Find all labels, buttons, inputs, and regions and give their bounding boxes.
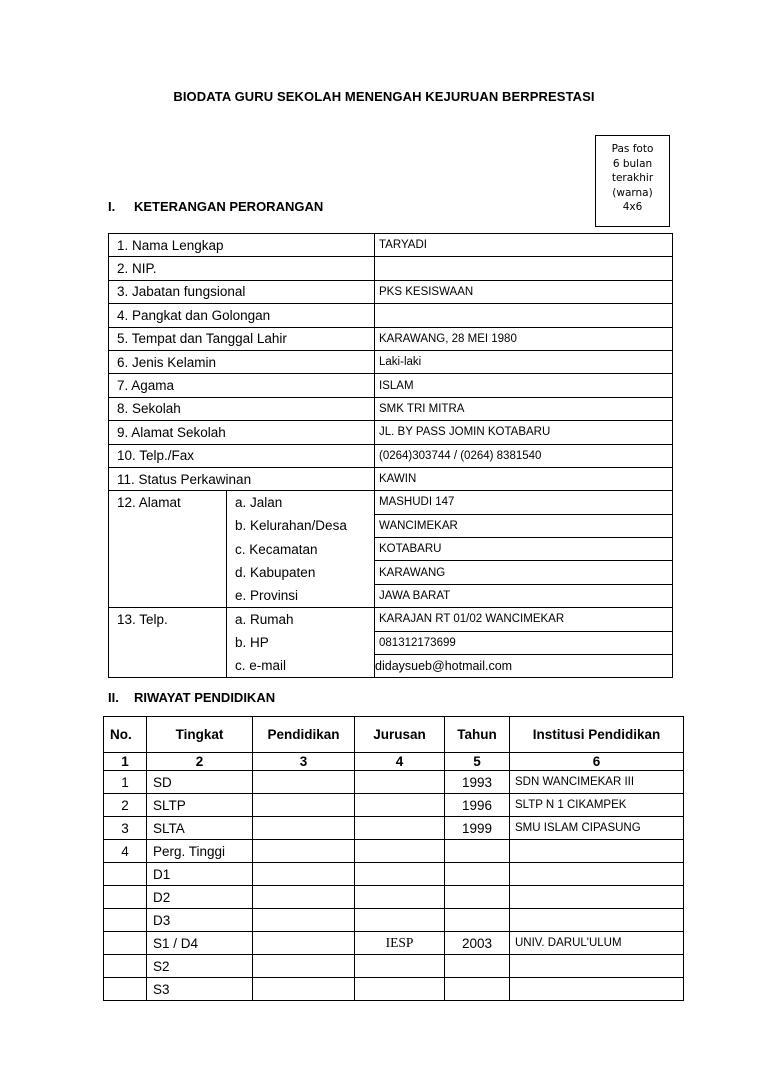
column-header: Tahun (445, 717, 510, 753)
column-number: 3 (253, 753, 355, 771)
edu-tahun-cell (445, 978, 510, 1001)
table-row (109, 584, 673, 607)
table-row (109, 257, 673, 280)
section-title: KETERANGAN PERORANGAN (134, 199, 324, 214)
edu-institusi-cell: SMU ISLAM CIPASUNG (510, 817, 684, 840)
edu-tingkat-cell: D2 (147, 886, 253, 909)
education-rows (104, 771, 684, 1001)
edu-tingkat-cell: SLTA (147, 817, 253, 840)
section-number: I. (108, 199, 116, 214)
edu-no-cell: 4 (104, 840, 147, 863)
field-value: KARAWANG, 28 MEI 1980 (375, 327, 673, 350)
field-label: 13. Telp. (109, 608, 227, 631)
field-label: 12. Alamat (109, 491, 227, 514)
edu-jurusan-cell (355, 817, 445, 840)
table-row (104, 863, 684, 886)
column-number: 1 (104, 753, 147, 771)
edu-institusi-cell: SDN WANCIMEKAR III (510, 771, 684, 794)
edu-pendidikan-cell (253, 817, 355, 840)
column-header: Institusi Pendidikan (510, 717, 684, 753)
table-row (104, 978, 684, 1001)
empty-cell (109, 514, 227, 537)
edu-no-cell (104, 978, 147, 1001)
edu-institusi-cell: SLTP N 1 CIKAMPEK (510, 794, 684, 817)
edu-tingkat-cell: SD (147, 771, 253, 794)
edu-jurusan-cell (355, 863, 445, 886)
edu-jurusan-cell (355, 771, 445, 794)
edu-tahun-cell: 1999 (445, 817, 510, 840)
table-row (109, 655, 673, 678)
photo-placeholder-box (595, 135, 670, 227)
field-value: Laki-laki (375, 350, 673, 373)
edu-jurusan-cell (355, 909, 445, 932)
field-label: 3. Jabatan fungsional (109, 280, 375, 303)
photo-line: terakhir (611, 172, 654, 184)
table-row (109, 304, 673, 327)
edu-pendidikan-cell (253, 863, 355, 886)
edu-institusi-cell (510, 909, 684, 932)
empty-cell (109, 631, 227, 654)
field-value: JL. BY PASS JOMIN KOTABARU (375, 421, 673, 444)
edu-institusi-cell: UNIV. DARUL'ULUM (510, 932, 684, 955)
table-row (104, 840, 684, 863)
edu-institusi-cell (510, 863, 684, 886)
field-label: 10. Telp./Fax (109, 444, 375, 467)
field-sublabel: b. HP (227, 631, 375, 654)
field-label: 5. Tempat dan Tanggal Lahir (109, 327, 375, 350)
field-sublabel: a. Rumah (227, 608, 375, 631)
table-row (109, 514, 673, 537)
edu-no-cell: 2 (104, 794, 147, 817)
edu-institusi-cell (510, 978, 684, 1001)
edu-tahun-cell: 1993 (445, 771, 510, 794)
edu-pendidikan-cell (253, 909, 355, 932)
section-title: RIWAYAT PENDIDIKAN (134, 690, 276, 705)
table-row (109, 327, 673, 350)
table-row (109, 444, 673, 467)
edu-institusi-cell (510, 840, 684, 863)
edu-tahun-cell (445, 955, 510, 978)
column-header: Tingkat (147, 717, 253, 753)
field-value: JAWA BARAT (375, 584, 673, 607)
edu-tahun-cell (445, 886, 510, 909)
photo-line: 6 bulan (612, 157, 653, 170)
field-label: 9. Alamat Sekolah (109, 421, 375, 444)
field-label: 1. Nama Lengkap (109, 234, 375, 257)
column-number: 5 (445, 753, 510, 771)
table-row (109, 608, 673, 631)
edu-tahun-cell: 2003 (445, 932, 510, 955)
edu-jurusan-cell (355, 794, 445, 817)
edu-pendidikan-cell (253, 886, 355, 909)
field-sublabel: e. Provinsi (227, 584, 375, 607)
edu-no-cell (104, 955, 147, 978)
table-row (109, 280, 673, 303)
column-number: 2 (147, 753, 253, 771)
column-header: No. (104, 717, 147, 753)
personal-info-table (108, 233, 673, 678)
edu-no-cell (104, 932, 147, 955)
field-value: KARAJAN RT 01/02 WANCIMEKAR (375, 608, 673, 631)
field-value: SMK TRI MITRA (375, 397, 673, 420)
table-row (109, 397, 673, 420)
education-table (103, 716, 684, 1001)
field-value: KARAWANG (375, 561, 673, 584)
table-row (104, 771, 684, 794)
section-heading-personal (108, 199, 323, 214)
field-label: 4. Pangkat dan Golongan (109, 304, 375, 327)
table-row (109, 561, 673, 584)
table-row (109, 491, 673, 514)
edu-jurusan-cell (355, 955, 445, 978)
edu-pendidikan-cell (253, 955, 355, 978)
table-row (104, 932, 684, 955)
edu-tingkat-cell: D3 (147, 909, 253, 932)
photo-line: 4x6 (622, 201, 643, 213)
edu-tingkat-cell: SLTP (147, 794, 253, 817)
column-number: 6 (510, 753, 684, 771)
edu-no-cell (104, 886, 147, 909)
field-sublabel: b. Kelurahan/Desa (227, 514, 375, 537)
edu-no-cell (104, 863, 147, 886)
edu-pendidikan-cell (253, 794, 355, 817)
table-row (109, 421, 673, 444)
field-value: ISLAM (375, 374, 673, 397)
section-heading-education (108, 690, 275, 705)
field-label: 7. Agama (109, 374, 375, 397)
field-sublabel: d. Kabupaten (227, 561, 375, 584)
edu-jurusan-cell (355, 978, 445, 1001)
table-row (104, 955, 684, 978)
email-value: didaysueb@hotmail.com (375, 655, 673, 678)
edu-tahun-cell (445, 863, 510, 886)
field-value: WANCIMEKAR (375, 514, 673, 537)
field-value: KOTABARU (375, 538, 673, 561)
edu-pendidikan-cell (253, 978, 355, 1001)
field-label: 2. NIP. (109, 257, 375, 280)
empty-cell (109, 561, 227, 584)
edu-tahun-cell (445, 909, 510, 932)
column-number: 4 (355, 753, 445, 771)
table-row (104, 794, 684, 817)
table-row (104, 817, 684, 840)
field-label: 11. Status Perkawinan (109, 467, 375, 490)
edu-tahun-cell (445, 840, 510, 863)
field-value: KAWIN (375, 467, 673, 490)
edu-no-cell: 1 (104, 771, 147, 794)
edu-pendidikan-cell (253, 840, 355, 863)
empty-cell (109, 538, 227, 561)
edu-jurusan-cell: IESP (355, 932, 445, 955)
field-value (375, 257, 673, 280)
field-sublabel: c. e-mail (227, 655, 375, 678)
edu-tingkat-cell: S3 (147, 978, 253, 1001)
table-row (104, 909, 684, 932)
field-sublabel: c. Kecamatan (227, 538, 375, 561)
column-header: Pendidikan (253, 717, 355, 753)
table-row (109, 374, 673, 397)
edu-tingkat-cell: S1 / D4 (147, 932, 253, 955)
section-number: II. (108, 690, 119, 705)
table-row (109, 234, 673, 257)
column-number-row (104, 753, 684, 771)
edu-institusi-cell (510, 886, 684, 909)
empty-cell (109, 655, 227, 678)
field-value: MASHUDI 147 (375, 491, 673, 514)
edu-jurusan-cell (355, 886, 445, 909)
page-title: BIODATA GURU SEKOLAH MENENGAH KEJURUAN BERPRESTASI (173, 89, 595, 104)
photo-line: (warna) (612, 186, 653, 199)
edu-no-cell (104, 909, 147, 932)
edu-pendidikan-cell (253, 771, 355, 794)
field-value: 081312173699 (375, 631, 673, 654)
field-label: 8. Sekolah (109, 397, 375, 420)
edu-jurusan-cell (355, 840, 445, 863)
edu-pendidikan-cell (253, 932, 355, 955)
field-value: TARYADI (375, 234, 673, 257)
edu-tingkat-cell: S2 (147, 955, 253, 978)
photo-line: Pas foto (611, 143, 654, 155)
column-header: Jurusan (355, 717, 445, 753)
edu-tahun-cell: 1996 (445, 794, 510, 817)
table-row (104, 886, 684, 909)
empty-cell (109, 584, 227, 607)
field-value: PKS KESISWAAN (375, 280, 673, 303)
table-header-row (104, 717, 684, 753)
field-label: 6. Jenis Kelamin (109, 350, 375, 373)
edu-institusi-cell (510, 955, 684, 978)
field-sublabel: a. Jalan (227, 491, 375, 514)
field-value: (0264)303744 / (0264) 8381540 (375, 444, 673, 467)
table-row (109, 350, 673, 373)
field-value (375, 304, 673, 327)
table-row (109, 467, 673, 490)
edu-tingkat-cell: D1 (147, 863, 253, 886)
edu-tingkat-cell: Perg. Tinggi (147, 840, 253, 863)
table-row (109, 538, 673, 561)
table-row (109, 631, 673, 654)
edu-no-cell: 3 (104, 817, 147, 840)
